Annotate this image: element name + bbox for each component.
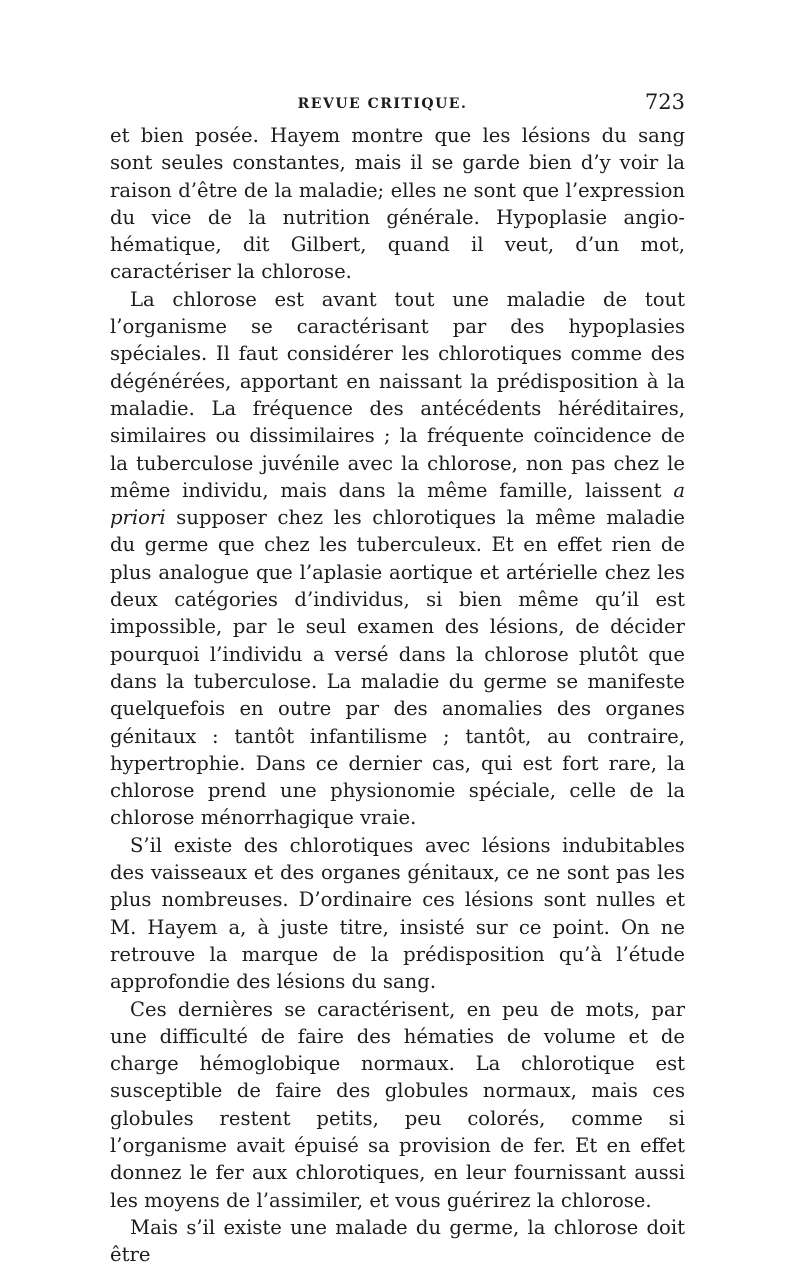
paragraph-2-part-2: supposer chez les chlorotiques la même maladie du germe que chez les tuberculeux. Et en effet rien de plus analogue que l’aplasie aortique et artérielle chez les deux catégories d’individus, si bien même qu’il est impossible, par le seul examen des lésions, de décider pourquoi l’individu a versé dans la chlorose plutôt que dans la tuberculose. La maladie du germe se manifeste quelquefois en outre par des anomalies des organes génitaux : tantôt infantilisme ; tantôt, au contraire, hypertrophie. Dans ce dernier cas, qui est fort rare, la chlorose prend une physionomie spéciale, celle de la chlorose ménorrhagique vraie. [110, 506, 685, 830]
paragraph-4: Ces dernières se caractérisent, en peu de mots, par une difficulté de faire des hématies de volume et de charge hémoglobique normaux. La chlorotique est susceptible de faire des globules normaux, mais ces globules restent petits, peu colorés, comme si l’organisme avait épuisé sa provision de fer. Et en effet donnez le fer aux chlorotiques, en leur fournissant aussi les moyens de l’assimiler, et vous guérirez la chlorose. [110, 997, 685, 1212]
paragraph-2-part-1: La chlorose est avant tout une maladie de tout l’organisme se caractérisant par des hypoplasies spéciales. Il faut considérer les chlorotiques comme des dégénérées, apportant en naissant la prédisposition à la maladie. La fréquence des antécédents héréditaires, similaires ou dissimilaires ; la fréquente coïncidence de la tuberculose juvénile avec la chlorose, non pas chez le même individu, mais dans la même famille, laissent [110, 287, 685, 502]
italic-a-priori: a priori [110, 478, 685, 530]
page-number: 723 [644, 90, 685, 114]
body-text [110, 122, 685, 1268]
paragraph-1: et bien posée. Hayem montre que les lésions du sang sont seules constantes, mais il se garde bien d’y voir la raison d’être de la maladie; elles ne sont que l’expression du vice de la nutrition générale. Hypoplasie angio-hématique, dit Gilbert, quand il veut, d’un mot, caractériser la chlorose. [110, 124, 685, 284]
running-title: REVUE CRITIQUE. [297, 96, 468, 112]
paragraph-2 [110, 286, 685, 832]
paragraph-5: Mais s’il existe une malade du germe, la chlorose doit être [110, 1215, 685, 1267]
running-header [110, 90, 685, 122]
paragraph-3: S’il existe des chlorotiques avec lésions indubitables des vaisseaux et des organes génitaux, ce ne sont pas les plus nombreuses. D’ordinaire ces lésions sont nulles et M. Hayem a, à juste titre, insisté sur ce point. On ne retrouve la marque de la prédisposition qu’à l’étude approfondie des lésions du sang. [110, 833, 685, 994]
book-page [110, 90, 685, 1268]
